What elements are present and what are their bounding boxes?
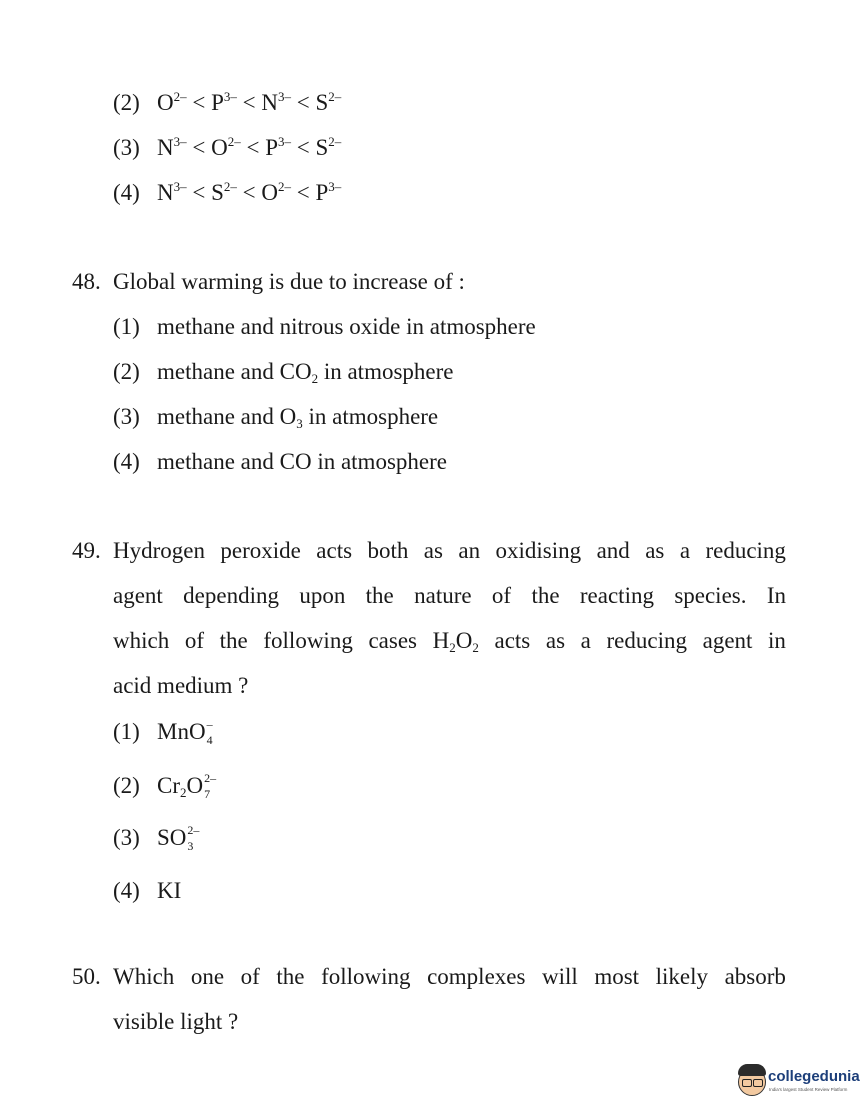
question-50-number: 50.: [72, 964, 101, 989]
ion-charge: 3–: [173, 134, 187, 149]
option-row: [113, 89, 341, 117]
word: peroxide: [220, 538, 301, 563]
option-row: [113, 877, 181, 905]
ion-charge: 3–: [328, 179, 342, 194]
option-number: (1): [113, 719, 140, 744]
word: one: [190, 964, 225, 989]
word: Hydrogen: [113, 538, 205, 563]
option-number: (2): [113, 773, 140, 798]
option-text: methane and CO: [157, 359, 312, 384]
ion-charge: 2–: [278, 179, 292, 194]
option-row: [113, 403, 438, 431]
option-number: (3): [113, 135, 140, 160]
word: reducing: [606, 628, 687, 653]
less-than: <: [291, 180, 316, 205]
word: cases: [368, 628, 417, 653]
word: In: [766, 583, 786, 608]
ion-symbol: S: [211, 180, 224, 205]
ion-symbol: N: [157, 135, 174, 160]
ion-formula: [157, 717, 213, 747]
option-row: [113, 823, 200, 853]
word: will: [542, 964, 578, 989]
formula-h2o2: [433, 627, 479, 655]
word: the: [531, 583, 560, 608]
option-number: (4): [113, 449, 140, 474]
element-symbol: O: [455, 628, 473, 653]
mascot-hair-icon: [738, 1064, 766, 1076]
option-number: (2): [113, 359, 140, 384]
less-than: <: [186, 90, 212, 115]
subscript: 2: [180, 785, 187, 800]
word: which: [113, 628, 170, 653]
word: of: [240, 964, 260, 989]
less-than: <: [291, 135, 316, 160]
subscript: 3: [296, 416, 303, 431]
question-50-line-1: [113, 963, 786, 991]
option-number: (4): [113, 878, 140, 903]
element-symbol: SO: [157, 825, 187, 850]
word: of: [184, 628, 205, 653]
word: following: [263, 628, 353, 653]
option-text: methane and O: [157, 404, 297, 429]
ion-charge: 2–: [204, 771, 217, 785]
ion-charge: 2–: [223, 179, 237, 194]
question-48-number: 48.: [72, 269, 101, 294]
question-49-number: 49.: [72, 538, 101, 563]
word: depending: [183, 583, 279, 608]
less-than: <: [186, 180, 212, 205]
option-text: methane and CO in atmosphere: [157, 449, 447, 474]
glasses-icon: [753, 1079, 763, 1087]
collegedunia-logo: [738, 1062, 858, 1102]
word: complexes: [427, 964, 526, 989]
word: acts: [494, 628, 531, 653]
less-than: <: [291, 90, 316, 115]
word: reducing: [705, 538, 786, 563]
option-number: (3): [113, 404, 140, 429]
ion-charge: 2–: [328, 89, 342, 104]
subscript: 2: [472, 640, 479, 655]
option-text: in atmosphere: [318, 359, 454, 384]
option-number: (4): [113, 180, 140, 205]
word: agent: [113, 583, 163, 608]
ion-symbol: O: [261, 180, 279, 205]
option-row: [113, 313, 536, 341]
ion-symbol: O: [211, 135, 228, 160]
glasses-icon: [742, 1079, 752, 1087]
question-49-line-1: [113, 537, 786, 565]
word: as: [423, 538, 443, 563]
ion-charge: 2–: [187, 823, 200, 837]
ion-charge: 3–: [278, 134, 292, 149]
element-symbol: Cr: [157, 773, 180, 798]
ion-charge: 2–: [173, 89, 187, 104]
ion-symbol: S: [315, 135, 329, 160]
word: upon: [299, 583, 346, 608]
question-48-text: Global warming is due to increase of :: [113, 269, 465, 294]
question-49-line-3: [113, 627, 786, 655]
word: a: [580, 628, 591, 653]
ion-formula: [186, 771, 217, 801]
element-symbol: H: [432, 628, 450, 653]
option-row: [113, 358, 453, 386]
logo-tagline: India's largest Student Review Platform: [769, 1087, 848, 1092]
question-49-line-4: acid medium ?: [113, 673, 249, 698]
element-symbol: MnO: [157, 719, 206, 744]
word: a: [679, 538, 691, 563]
option-row: [113, 134, 341, 162]
word: most: [594, 964, 640, 989]
ion-charge: 3–: [173, 179, 187, 194]
option-row: [113, 717, 213, 747]
word: as: [545, 628, 566, 653]
option-text: KI: [157, 878, 182, 903]
word: in: [768, 628, 786, 653]
ion-symbol: N: [261, 90, 279, 115]
option-text: in atmosphere: [302, 404, 439, 429]
subscript: 7: [204, 787, 211, 801]
less-than: <: [236, 180, 262, 205]
ion-symbol: O: [157, 90, 174, 115]
less-than: <: [236, 90, 262, 115]
ion-charge: –: [206, 717, 213, 731]
word: likely: [655, 964, 709, 989]
ion-formula: [157, 823, 200, 853]
word: of: [491, 583, 512, 608]
word: agent: [702, 628, 753, 653]
option-row: [113, 179, 341, 207]
subscript: 3: [187, 839, 194, 853]
word: the: [219, 628, 248, 653]
word: nature: [414, 583, 472, 608]
word: as: [645, 538, 665, 563]
ion-symbol: N: [157, 180, 174, 205]
ion-charge: 3–: [278, 89, 292, 104]
option-number: (3): [113, 825, 140, 850]
word: an: [458, 538, 481, 563]
word: species.: [674, 583, 747, 608]
question-49-line-2: [113, 582, 786, 610]
word: and: [596, 538, 630, 563]
ion-charge: 3–: [223, 89, 237, 104]
logo-brand-text: collegedunia: [768, 1068, 860, 1085]
word: acts: [316, 538, 353, 563]
word: the: [276, 964, 305, 989]
question-50-line-2: visible light ?: [113, 1009, 239, 1034]
ion-charge: 2–: [227, 134, 241, 149]
ion-symbol: S: [315, 90, 329, 115]
less-than: <: [186, 135, 212, 160]
word: reacting: [579, 583, 654, 608]
option-number: (1): [113, 314, 140, 339]
option-row: [113, 448, 447, 476]
option-row: [113, 771, 217, 801]
word: Which: [113, 964, 175, 989]
less-than: <: [240, 135, 266, 160]
subscript: 2: [311, 371, 319, 386]
word: the: [365, 583, 394, 608]
ion-symbol: P: [211, 90, 224, 115]
subscript: 4: [206, 733, 213, 747]
word: absorb: [724, 964, 786, 989]
word: following: [321, 964, 411, 989]
element-symbol: O: [186, 773, 204, 798]
option-number: (2): [113, 90, 140, 115]
subscript: 2: [449, 640, 456, 655]
word: both: [367, 538, 409, 563]
ion-symbol: P: [265, 135, 279, 160]
ion-symbol: P: [315, 180, 329, 205]
ion-charge: 2–: [328, 134, 342, 149]
word: oxidising: [495, 538, 582, 563]
option-text: methane and nitrous oxide in atmosphere: [157, 314, 536, 339]
